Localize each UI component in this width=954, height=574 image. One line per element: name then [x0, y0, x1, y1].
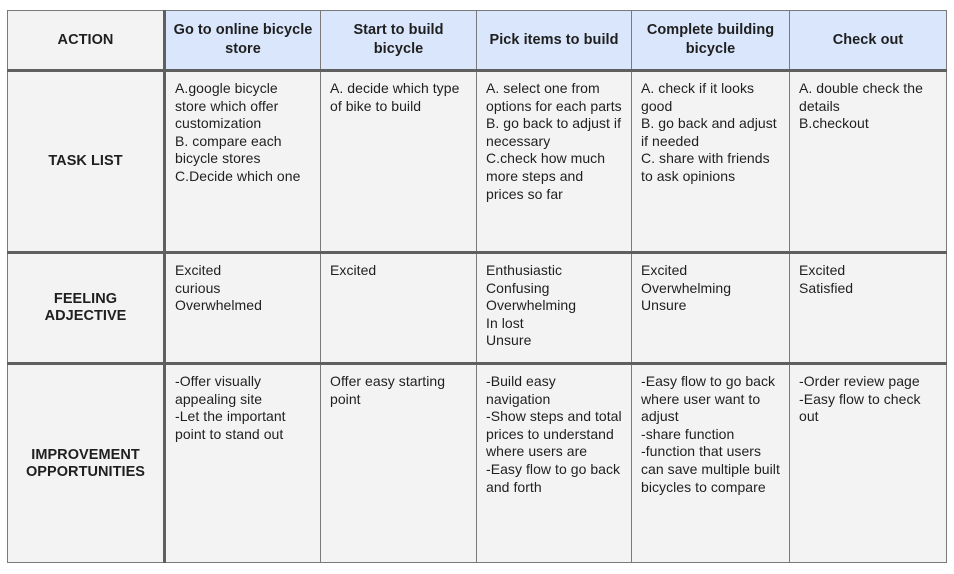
cell-line: A. check if it looks good [641, 80, 755, 114]
cell-line: A. double check the details [799, 80, 923, 114]
cell-line: -Build easy navigation [486, 373, 556, 407]
table-cell [632, 253, 790, 364]
corner-label: ACTION [57, 31, 114, 48]
cell-line: C. share with friends to ask opinions [641, 150, 770, 184]
cell-line: Confusing [486, 279, 550, 296]
table-cell [321, 71, 477, 253]
cell-line: Excited [641, 262, 688, 278]
cell-line: Enthusiastic [486, 262, 563, 278]
journey-map-table [7, 10, 947, 563]
table-cell [477, 253, 632, 364]
table-row-task-list [8, 71, 947, 253]
corner-cell [8, 11, 165, 71]
cell-line: Excited [799, 262, 846, 278]
table-cell [477, 71, 632, 253]
cell-line: -Offer visually appealing site [175, 373, 263, 407]
table-cell [477, 364, 632, 563]
column-header-label: Complete building bicycle [646, 22, 775, 57]
row-header-label: TASK LIST [48, 153, 123, 169]
row-header-label: FEELING ADJECTIVE [44, 291, 127, 324]
cell-line: -Easy flow to go back and forth [486, 460, 621, 495]
cell-line: C.Decide which one [175, 167, 301, 184]
cell-line: -Show steps and total prices to understand where users are [486, 408, 622, 460]
cell-line: -Easy flow to check out [799, 390, 921, 425]
cell-line: A.google bicycle store which offer customization [175, 80, 279, 132]
table-row-feeling-adjective [8, 253, 947, 364]
cell-line: -Easy flow to go back where user want to adjust [641, 373, 776, 425]
cell-line: Unsure [486, 332, 532, 349]
column-header-label: Pick items to build [489, 31, 619, 48]
row-header [8, 71, 165, 253]
table-cell [790, 364, 947, 563]
column-header [790, 11, 947, 71]
cell-line: Overwhelmed [175, 297, 262, 314]
table-cell [632, 71, 790, 253]
cell-line: -Let the important point to stand out [175, 408, 286, 442]
table-cell [321, 253, 477, 364]
cell-line: B. go back and adjust if needed [641, 115, 777, 149]
cell-line: curious [175, 279, 221, 296]
cell-line: -share function [641, 425, 735, 442]
row-header [8, 364, 165, 563]
cell-line: A. select one from options for each parts [486, 80, 622, 114]
cell-line: Excited [330, 262, 377, 278]
table-cell [321, 364, 477, 563]
cell-line: B. go back to adjust if necessary [486, 115, 622, 149]
cell-line: Satisfied [799, 279, 854, 296]
cell-line: -function that users can save multiple built bicycles to compare [641, 443, 780, 495]
cell-line: In lost [486, 314, 524, 331]
table-cell [632, 364, 790, 563]
cell-line: Overwhelming [641, 279, 732, 296]
cell-line: -Order review page [799, 373, 920, 389]
table-cell [165, 253, 321, 364]
row-header-label: IMPROVEMENT OPPORTUNITIES [25, 446, 146, 480]
table-cell [165, 71, 321, 253]
cell-line: Unsure [641, 297, 687, 314]
cell-line: Overwhelming [486, 297, 577, 314]
cell-line: A. decide which type of bike to build [330, 80, 460, 114]
row-header [8, 253, 165, 364]
table-cell [790, 253, 947, 364]
cell-line: B.checkout [799, 115, 869, 132]
table-row-improvement-opportunities [8, 364, 947, 563]
header-row [8, 11, 947, 71]
cell-line: B. compare each bicycle stores [175, 132, 282, 167]
table-cell [790, 71, 947, 253]
column-header-label: Start to build bicycle [353, 22, 444, 57]
column-header [477, 11, 632, 71]
cell-line: Offer easy starting point [330, 373, 446, 407]
table-cell [165, 364, 321, 563]
column-header [632, 11, 790, 71]
column-header [165, 11, 321, 71]
cell-line: C.check how much more steps and prices so far [486, 150, 606, 202]
column-header [321, 11, 477, 71]
cell-line: Excited [175, 262, 222, 278]
column-header-label: Check out [832, 31, 904, 48]
column-header-label: Go to online bicycle store [173, 22, 313, 57]
